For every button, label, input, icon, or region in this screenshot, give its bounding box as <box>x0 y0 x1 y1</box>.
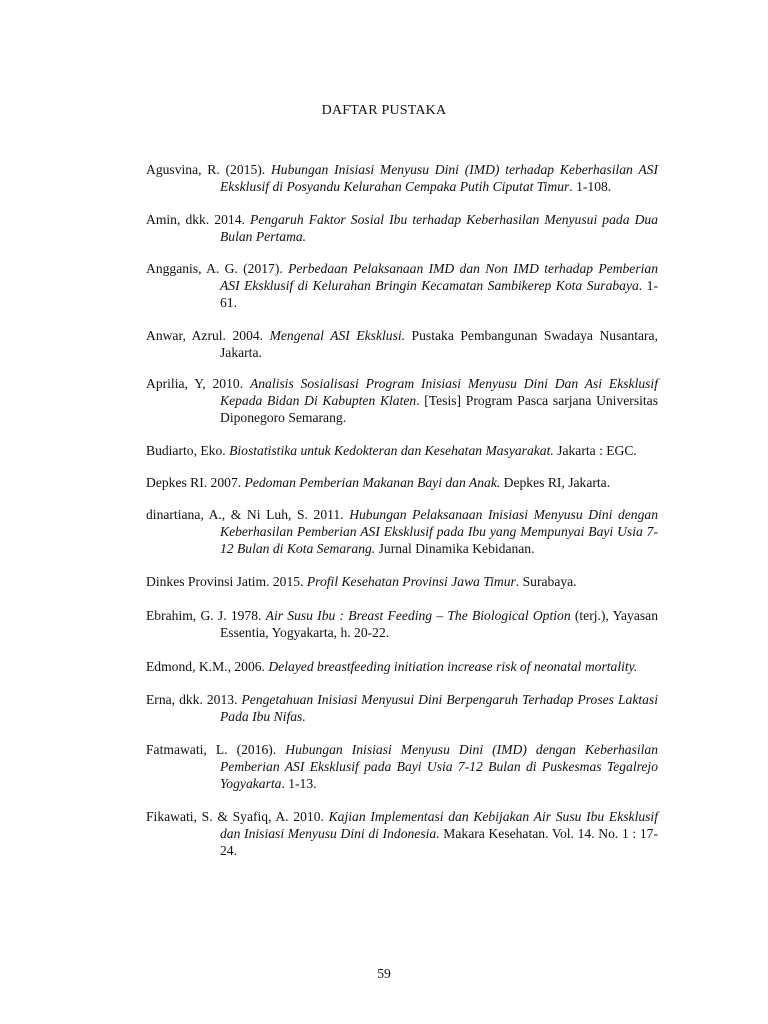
reference-entry <box>146 375 658 426</box>
reference-title: Hubungan Pelaksanaan Inisiasi Menyusu Dini dengan Keberhasilan Pemberian ASI Eksklusif pada Ibu yang Mempunyai Bayi Usia 7-12 Bulan di Kota Semarang. <box>220 507 658 556</box>
reference-authors-year: Angganis, A. G. (2017). <box>146 261 289 276</box>
reference-title: Biostatistika untuk Kedokteran dan Kesehatan Masyarakat. <box>229 443 554 458</box>
reference-entry <box>146 442 658 459</box>
page-number: 59 <box>377 966 391 981</box>
reference-entry <box>146 573 658 590</box>
reference-authors-year: Budiarto, Eko. <box>146 443 230 458</box>
reference-source: . 1-61. <box>220 278 658 310</box>
reference-source: . Surabaya. <box>515 574 577 589</box>
reference-title: Hubungan Inisiasi Menyusu Dini (IMD) terhadap Keberhasilan ASI Eksklusif di Posyandu Kelurahan Cempaka Putih Ciputat Timur <box>220 162 659 194</box>
reference-title: Hubungan Inisiasi Menyusu Dini (IMD) dengan Keberhasilan Pemberian ASI Eksklusif pada Bayi Usia 7-12 Bulan di Puskesmas Tegalrejo Yogyakarta <box>220 742 658 791</box>
reference-title: Pengaruh Faktor Sosial Ibu terhadap Keberhasilan Menyusui pada Dua Bulan Pertama. <box>220 212 658 244</box>
reference-entry <box>146 211 658 245</box>
reference-title: Profil Kesehatan Provinsi Jawa Timur <box>306 574 516 589</box>
page-title: DAFTAR PUSTAKA <box>321 103 447 118</box>
reference-entry <box>146 808 658 859</box>
reference-list <box>146 161 658 859</box>
reference-entry <box>146 607 658 641</box>
reference-source: Jakarta : EGC. <box>553 443 637 458</box>
reference-authors-year: Agusvina, R. (2015). <box>146 162 271 177</box>
reference-source: Jurnal Dinamika Kebidanan. <box>375 541 535 556</box>
reference-entry <box>146 260 658 311</box>
reference-title: Air Susu Ibu : Breast Feeding – The Biological Option <box>265 608 571 623</box>
reference-title: Perbedaan Pelaksanaan IMD dan Non IMD terhadap Pemberian ASI Eksklusif di Kelurahan Bringin Kecamatan Sambikerep Kota Surabaya <box>220 261 658 293</box>
reference-authors-year: Dinkes Provinsi Jatim. 2015. <box>146 574 307 589</box>
reference-entry <box>146 658 658 675</box>
reference-source: Pustaka Pembangunan Swadaya Nusantara, Jakarta. <box>220 328 658 360</box>
reference-source: . 1-13. <box>281 776 317 791</box>
reference-authors-year: Fatmawati, L. (2016). <box>146 742 286 757</box>
reference-title: Delayed breastfeeding initiation increase risk of neonatal mortality. <box>268 659 638 674</box>
reference-entry <box>146 741 658 792</box>
reference-authors-year: Depkes RI. 2007. <box>146 475 245 490</box>
reference-authors-year: Anwar, Azrul. 2004. <box>146 328 270 343</box>
reference-title: Mengenal ASI Eksklusi. <box>269 328 406 343</box>
reference-authors-year: Ebrahim, G. J. 1978. <box>146 608 266 623</box>
reference-title: Pengetahuan Inisiasi Menyusui Dini Berpengaruh Terhadap Proses Laktasi Pada Ibu Nifas. <box>220 692 658 724</box>
reference-authors-year: Erna, dkk. 2013. <box>146 692 242 707</box>
reference-title: Kajian Implementasi dan Kebijakan Air Susu Ibu Eksklusif dan Inisiasi Menyusu Dini di Indonesia. <box>220 809 658 841</box>
reference-source: Depkes RI, Jakarta. <box>500 475 611 490</box>
reference-authors-year: Amin, dkk. 2014. <box>146 212 251 227</box>
reference-entry <box>146 691 658 725</box>
reference-entry <box>146 161 658 195</box>
reference-entry <box>146 327 658 361</box>
reference-title: Analisis Sosialisasi Program Inisiasi Menyusu Dini Dan Asi Eksklusif Kepada Bidan Di Kabupten Klaten <box>220 376 658 408</box>
reference-title: Pedoman Pemberian Makanan Bayi dan Anak. <box>244 475 501 490</box>
reference-source: Makara Kesehatan. Vol. 14. No. 1 : 17-24. <box>220 826 658 858</box>
reference-source: . [Tesis] Program Pasca sarjana Universitas Diponegoro Semarang. <box>220 393 658 425</box>
reference-entry <box>146 474 658 491</box>
reference-entry <box>146 506 658 557</box>
reference-authors-year: Aprilia, Y, 2010. <box>146 376 250 391</box>
reference-source: (terj.), Yayasan Essentia, Yogyakarta, h. 20-22. <box>220 608 659 640</box>
reference-authors-year: dinartiana, A., & Ni Luh, S. 2011. <box>146 507 350 522</box>
reference-authors-year: Edmond, K.M., 2006. <box>146 659 269 674</box>
reference-source: . 1-108. <box>569 179 612 194</box>
reference-authors-year: Fikawati, S. & Syafiq, A. 2010. <box>146 809 329 824</box>
